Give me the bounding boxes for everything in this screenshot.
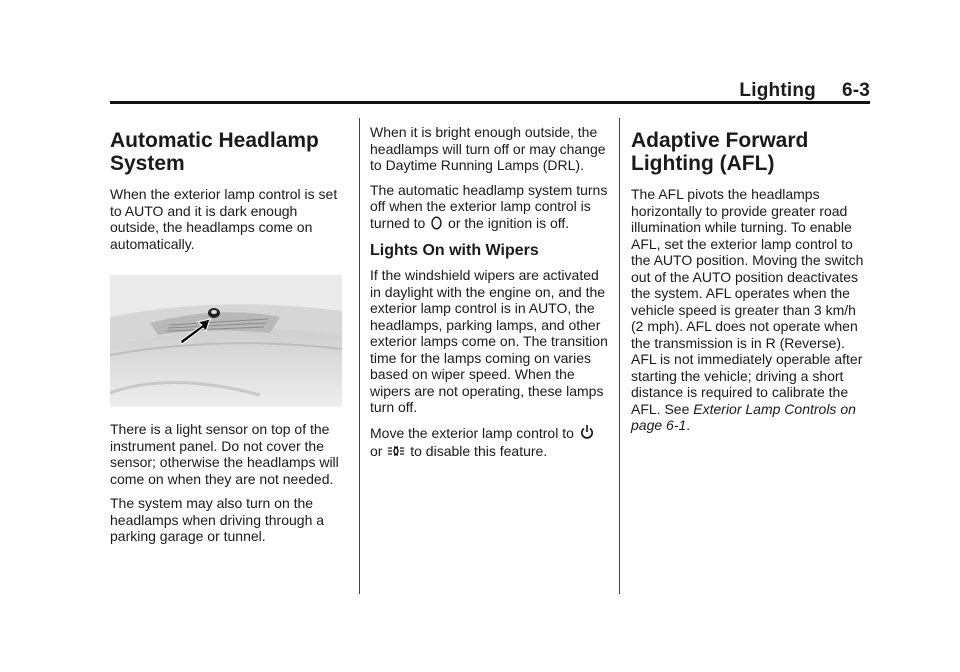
column-divider: [619, 118, 620, 594]
light-sensor-photo: [110, 275, 342, 407]
column-1: [110, 125, 350, 553]
paragraph-text: .: [686, 417, 691, 433]
column-3: [631, 125, 871, 442]
section-heading: Automatic Headlamp System: [110, 129, 319, 175]
column-2: [370, 124, 610, 470]
paragraph-text: The AFL pivots the headlamps horizontally to provide greater road illumination while turning. To enable AFL, set the exterior lamp control to the AUTO position. Moving the switch out of the AUTO position deactivates the system. AFL operates when the vehicle speed is greater than 3 km/h (2 mph). AFL does not operate when the transmission is in R (Reverse). AFL is not immediately operable after starting the vehicle; driving a short distance is required to calibrate the AFL. See: [631, 186, 864, 417]
column-divider: [359, 118, 360, 594]
section-heading: Adaptive Forward Lighting (AFL): [631, 129, 809, 175]
paragraph: The system may also turn on the headlamps when driving through a parking garage or tunnel.: [110, 495, 325, 544]
paragraph: When it is bright enough outside, the headlamps will turn off or may change to Daytime Running Lamps (DRL).: [370, 124, 606, 173]
paragraph-text: The automatic headlamp system turns off when the exterior lamp control is turned to: [370, 181, 608, 231]
off-symbol-icon: [431, 216, 442, 234]
paragraph-text: or the ignition is off.: [448, 214, 570, 231]
header-rule: [110, 101, 870, 104]
cross-reference-link[interactable]: Exterior Lamp Controls on page 6-1: [631, 400, 856, 433]
paragraph: There is a light sensor on top of the instrument panel. Do not cover the sensor; otherwise the headlamps will come on when they are not needed.: [110, 421, 339, 487]
paragraph: [370, 182, 610, 234]
section-title: Lighting: [739, 80, 816, 101]
parking-lamp-icon: [388, 444, 404, 462]
paragraph-text: Move the exterior lamp control to: [370, 424, 574, 441]
paragraph-text: to disable this feature.: [410, 443, 548, 459]
subsection-heading: Lights On with Wipers: [370, 242, 539, 259]
page-header: [739, 80, 870, 102]
paragraph: If the windshield wipers are activated in daylight with the engine on, and the exterior lamp control is in AUTO, the headlamps, parking lamps, and other exterior lamps come on. The transition time for the lamps coming on varies based on wiper speed. When the wipers are not operating, these lamps turn off.: [370, 267, 608, 415]
page-number: 6-3: [841, 80, 870, 101]
paragraph: When the exterior lamp control is set to AUTO and it is dark enough outside, the headlamps come on automatically.: [110, 186, 338, 252]
paragraph: [370, 424, 610, 462]
paragraph: [631, 186, 871, 434]
paragraph-text: or: [370, 443, 383, 459]
power-symbol-icon: [580, 424, 594, 444]
